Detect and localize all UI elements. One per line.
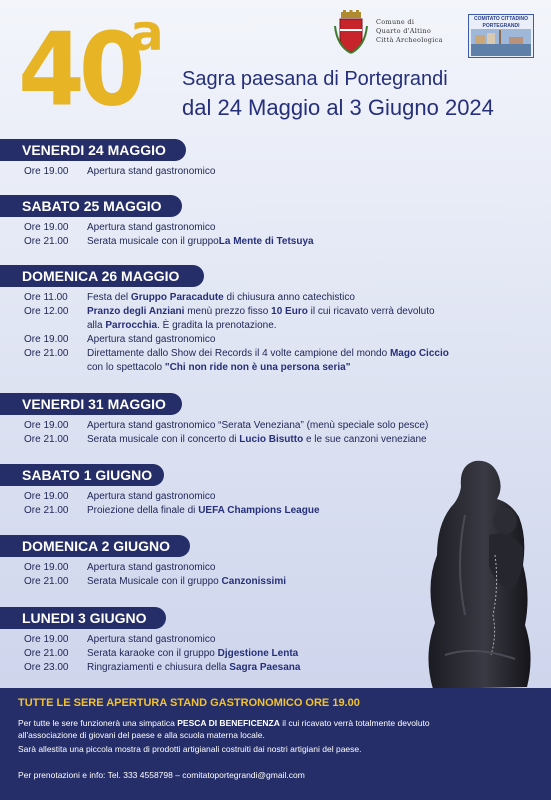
event-row: con lo spettacolo "Chi non ride non è una persona seria"	[87, 362, 351, 373]
event-row: Ore 21.00 Direttamente dallo Show dei Records il 4 volte campione del mondo Mago Ciccio	[24, 348, 449, 359]
event-row: Ore 21.00 Proiezione della finale di UEFA Champions League	[24, 505, 320, 516]
poster-header	[0, 0, 551, 135]
event-row: Ore 12.00 Pranzo degli Anziani menù prezzo fisso 10 Euro il cui ricavato verrà devoluto	[24, 306, 435, 317]
edition-suffix: a	[130, 4, 164, 62]
event-row: Ore 19.00 Apertura stand gastronomico “Serata Veneziana” (menù speciale solo pesce)	[24, 420, 429, 431]
day-title: DOMENICA 2 GIUGNO	[22, 538, 171, 554]
footer-paragraph: Per tutte le sere funzionerà una simpatica PESCA DI BENEFICENZA il cui ricavato verrà totalmente devoluto all'associazione di giovani del paese e alla scuola materna locale.	[18, 718, 430, 740]
contact-info: Per prenotazioni e info: Tel. 333 4558798 – comitatoportegrandi@gmail.com	[18, 770, 305, 780]
comitato-logo: COMITATO CITTADINO PORTEGRANDI	[468, 14, 534, 58]
day-title: SABATO 1 GIUGNO	[22, 467, 153, 483]
footer-headline: TUTTE LE SERE APERTURA STAND GASTRONOMICO ORE 19.00	[18, 697, 360, 709]
event-dates: dal 24 Maggio al 3 Giugno 2024	[182, 95, 494, 120]
madonna-statue-image	[415, 455, 545, 695]
event-row: Ore 19.00 Apertura stand gastronomico	[24, 562, 216, 573]
event-row: Ore 11.00 Festa del Gruppo Paracadute di chiusura anno catechistico	[24, 292, 355, 303]
event-row: Ore 21.00 Serata musicale con il gruppoLa Mente di Tetsuya	[24, 236, 314, 247]
event-title: Sagra paesana di Portegrandi	[182, 68, 448, 90]
footer-paragraph: Sarà allestita una piccola mostra di prodotti artigianali costruiti dai nostri artigiani del paese.	[18, 744, 362, 754]
canal-photo-icon	[471, 29, 531, 56]
day-title: VENERDI 24 MAGGIO	[22, 142, 166, 158]
municipal-crest-icon	[333, 10, 369, 54]
event-row: Ore 19.00 Apertura stand gastronomico	[24, 491, 216, 502]
event-row: Ore 19.00 Apertura stand gastronomico	[24, 634, 216, 645]
event-row: Ore 23.00 Ringraziamenti e chiusura della Sagra Paesana	[24, 662, 301, 673]
day-title: LUNEDI 3 GIUGNO	[22, 610, 147, 626]
event-row: Ore 21.00 Serata musicale con il concerto di Lucio Bisutto e le sue canzoni veneziane	[24, 434, 427, 445]
event-row: Ore 19.00 Apertura stand gastronomico	[24, 222, 216, 233]
event-row: alla Parrocchia. È gradita la prenotazione.	[87, 320, 277, 331]
event-row: Ore 21.00 Serata karaoke con il gruppo Djgestione Lenta	[24, 648, 299, 659]
comune-label: Comune di Quarto d'Altino Città Archeologica	[376, 18, 443, 44]
event-row: Ore 19.00 Apertura stand gastronomico	[24, 166, 216, 177]
edition-number: 40	[18, 11, 140, 129]
day-title: DOMENICA 26 MAGGIO	[22, 268, 180, 284]
day-title: SABATO 25 MAGGIO	[22, 198, 162, 214]
event-row: Ore 21.00 Serata Musicale con il gruppo Canzonissimi	[24, 576, 286, 587]
event-row: Ore 19.00 Apertura stand gastronomico	[24, 334, 216, 345]
info-footer	[0, 688, 551, 800]
day-title: VENERDI 31 MAGGIO	[22, 396, 166, 412]
